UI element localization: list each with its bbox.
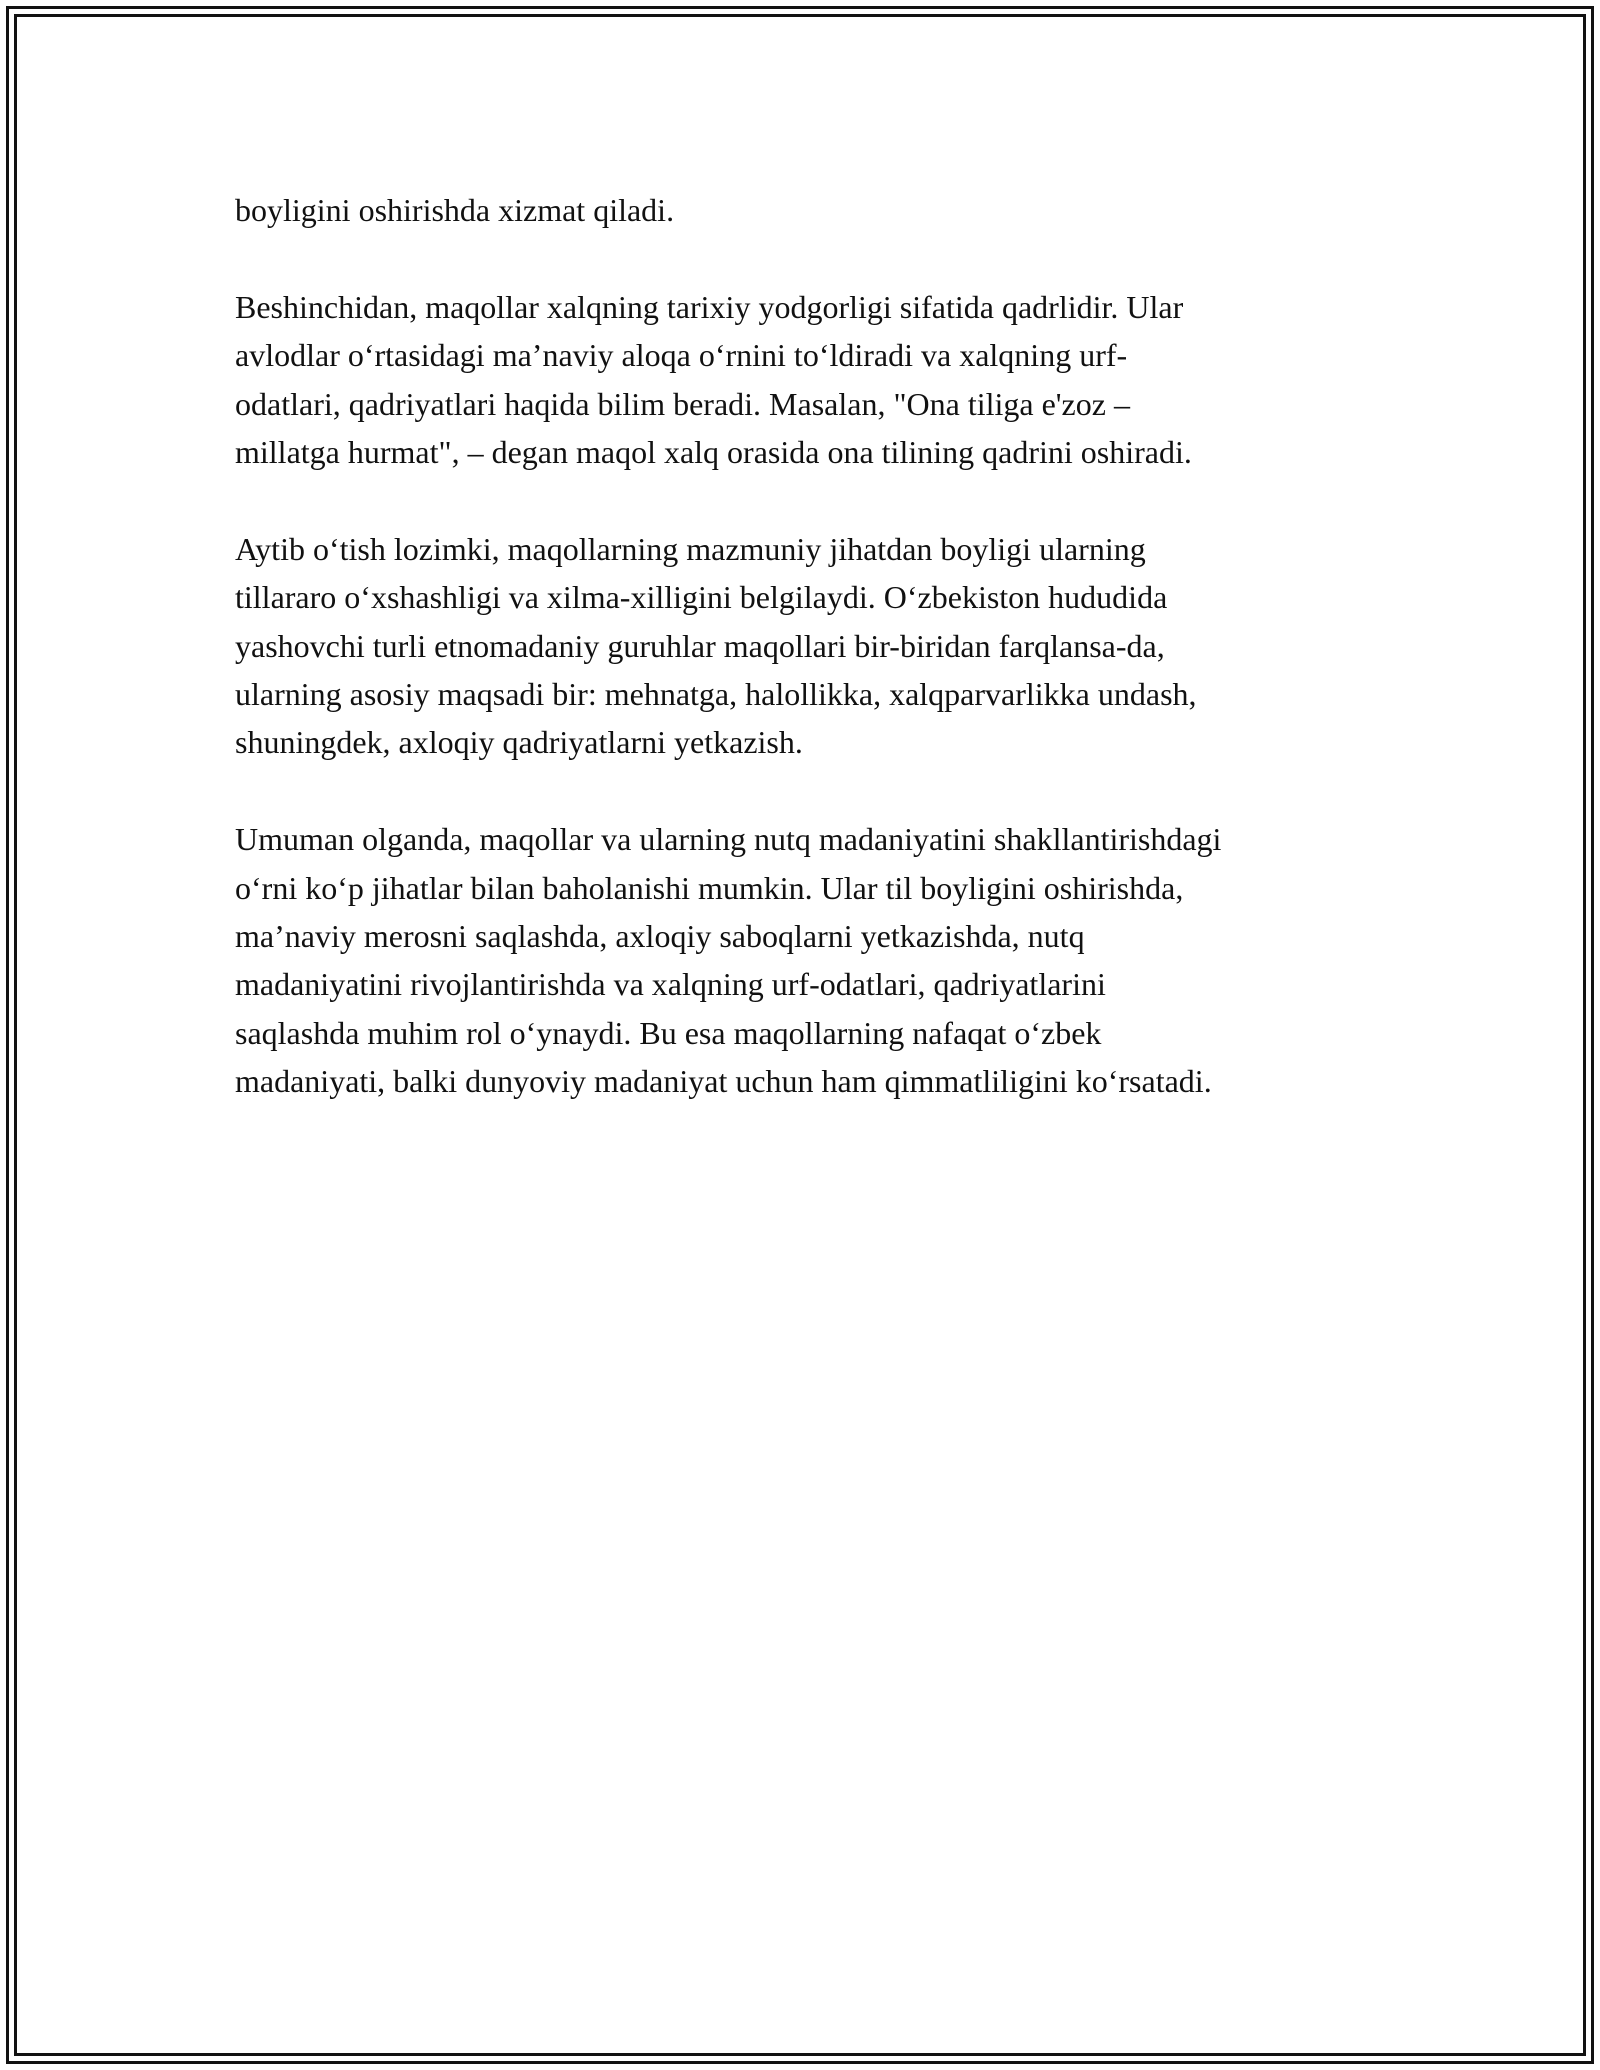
paragraph-aytib-otish: Aytib o‘tish lozimki, maqollarning mazmuniy jihatdan boyligi ularning tillararo o‘xshashligi va xilma-xilligini belgilaydi. O‘zbekiston hududida yashovchi turli etnomadaniy guruhlar maqollari bir-biridan farqlansa-da, ularning asosiy maqsadi bir: mehnatga, halollikka, xalqparvarlikka undash, shuningdek, axloqiy qadriyatlarni yetkazish.: [235, 530, 1197, 761]
document-body: [235, 186, 1415, 1106]
paragraph-continuation: boyligini oshirishda xizmat qiladi.: [235, 192, 675, 228]
paragraph-umuman-olganda: Umuman olganda, maqollar va ularning nutq madaniyatini shakllantirishdagi o‘rni ko‘p jihatlar bilan baholanishi mumkin. Ular til boyligini oshirishda, ma’naviy merosni saqlashda, axloqiy saboqlarni yetkazishda, nutq madaniyatini rivojlantirishda va xalqning urf-odatlari, qadriyatlarini saqlashda muhim rol o‘ynaydi. Bu esa maqollarning nafaqat o‘zbek madaniyati, balki dunyoviy madaniyat uchun ham qimmatliligini ko‘rsatadi.: [235, 821, 1222, 1100]
paragraph-beshinchidan: Beshinchidan, maqollar xalqning tarixiy yodgorligi sifatida qadrlidir. Ular avlodlar o‘rtasidagi ma’naviy aloqa o‘rnini to‘ldiradi va xalqning urf- odatlari, qadriyatlari haqida bilim beradi. Masalan, "Ona tiliga e'zoz – millatga hurmat", – degan maqol xalq orasida ona tilining qadrini oshiradi.: [235, 288, 1192, 471]
